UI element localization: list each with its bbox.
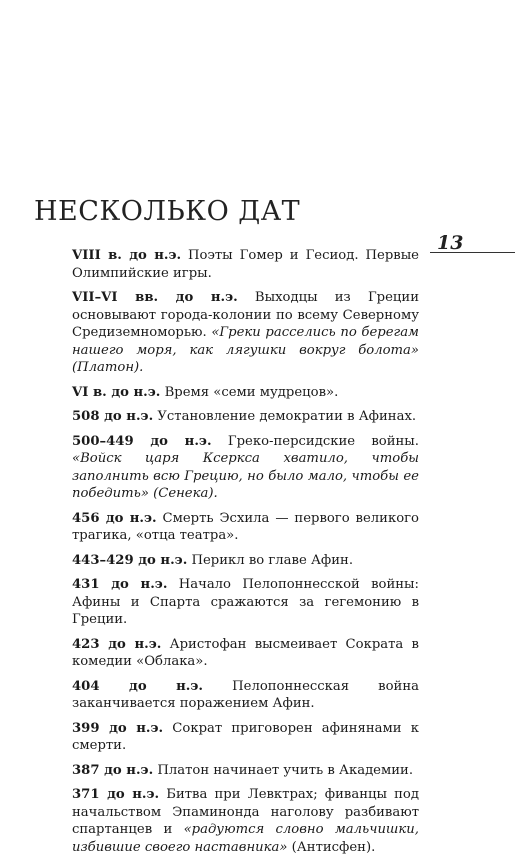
entry-date: 399 до н.э. xyxy=(72,720,164,736)
entry-text: Пелопоннесская война заканчивается поражением Афин. xyxy=(72,678,419,711)
page-number-rule xyxy=(430,252,515,253)
entry-date: 404 до н.э. xyxy=(72,678,204,694)
timeline-entry xyxy=(72,720,419,755)
entry-text: Выходцы из Греции основывают города-колонии по всему Северному Средиземноморью. xyxy=(72,290,419,340)
entry-date: 431 до н.э. xyxy=(72,577,168,592)
entry-text-tail: (Антисфен). xyxy=(287,839,376,855)
entry-text: Поэты Гомер и Гесиод. Первые Олимпийские игры. xyxy=(72,248,419,281)
timeline-entry xyxy=(72,786,419,856)
timeline-entry xyxy=(72,408,419,426)
timeline-entry xyxy=(72,510,419,545)
entry-quote: «Греки расселись по берегам нашего моря, как лягушки вокруг болота» (Платон). xyxy=(72,325,419,375)
entry-text: Сократ приговорен афинянами к смерти. xyxy=(72,720,419,753)
timeline-entry xyxy=(72,384,419,402)
entry-text: Перикл во главе Афин. xyxy=(187,552,354,568)
entry-text: Греко-персидские войны. xyxy=(211,433,419,449)
timeline-entry xyxy=(72,762,419,780)
entry-date: 443–429 до н.э. xyxy=(72,552,188,568)
entry-text: Платон начинает учить в Академии. xyxy=(153,762,414,778)
entry-date: 508 до н.э. xyxy=(72,409,154,424)
entry-date: VIII в. до н.э. xyxy=(72,248,182,263)
entry-text: Установление демократии в Афинах. xyxy=(153,409,417,424)
timeline-entry xyxy=(72,636,419,671)
timeline-entries xyxy=(72,247,419,856)
entry-date: VII–VI вв. до н.э. xyxy=(72,290,238,305)
entry-text: Начало Пелопоннесской войны: Афины и Спарта сражаются за гегемонию в Греции. xyxy=(72,577,419,627)
entry-quote: «Войск царя Ксеркса хватило, чтобы заполнить всю Грецию, но было мало, чтобы ее победить» (Сенека). xyxy=(72,451,419,501)
entry-text: Время «семи мудрецов». xyxy=(160,384,339,400)
entry-date: 500–449 до н.э. xyxy=(72,433,212,449)
entry-date: 371 до н.э. xyxy=(72,787,160,802)
timeline-entry xyxy=(72,289,419,377)
entry-text: Смерть Эсхила — первого великого трагика, «отца театра». xyxy=(72,510,419,543)
timeline-entry xyxy=(72,678,419,713)
entry-text: Аристофан высмеивает Сократа в комедии «Облака». xyxy=(72,636,419,669)
entry-date: 423 до н.э. xyxy=(72,636,162,652)
timeline-entry xyxy=(72,576,419,629)
entry-date: 387 до н.э. xyxy=(72,762,154,778)
chapter-title: НЕСКОЛЬКО ДАТ xyxy=(34,196,301,227)
page-number: 13 xyxy=(437,232,464,254)
entry-date: VI в. до н.э. xyxy=(72,384,161,400)
timeline-entry xyxy=(72,552,419,570)
entry-quote: «радуются словно мальчишки, избившие своего наставника» xyxy=(72,822,419,855)
entry-text: Битва при Левктрах; фиванцы под начальством Эпаминонда наголову разбивают спартанцев и xyxy=(72,787,419,837)
timeline-entry xyxy=(72,433,419,503)
entry-date: 456 до н.э. xyxy=(72,510,157,526)
timeline-entry xyxy=(72,247,419,282)
